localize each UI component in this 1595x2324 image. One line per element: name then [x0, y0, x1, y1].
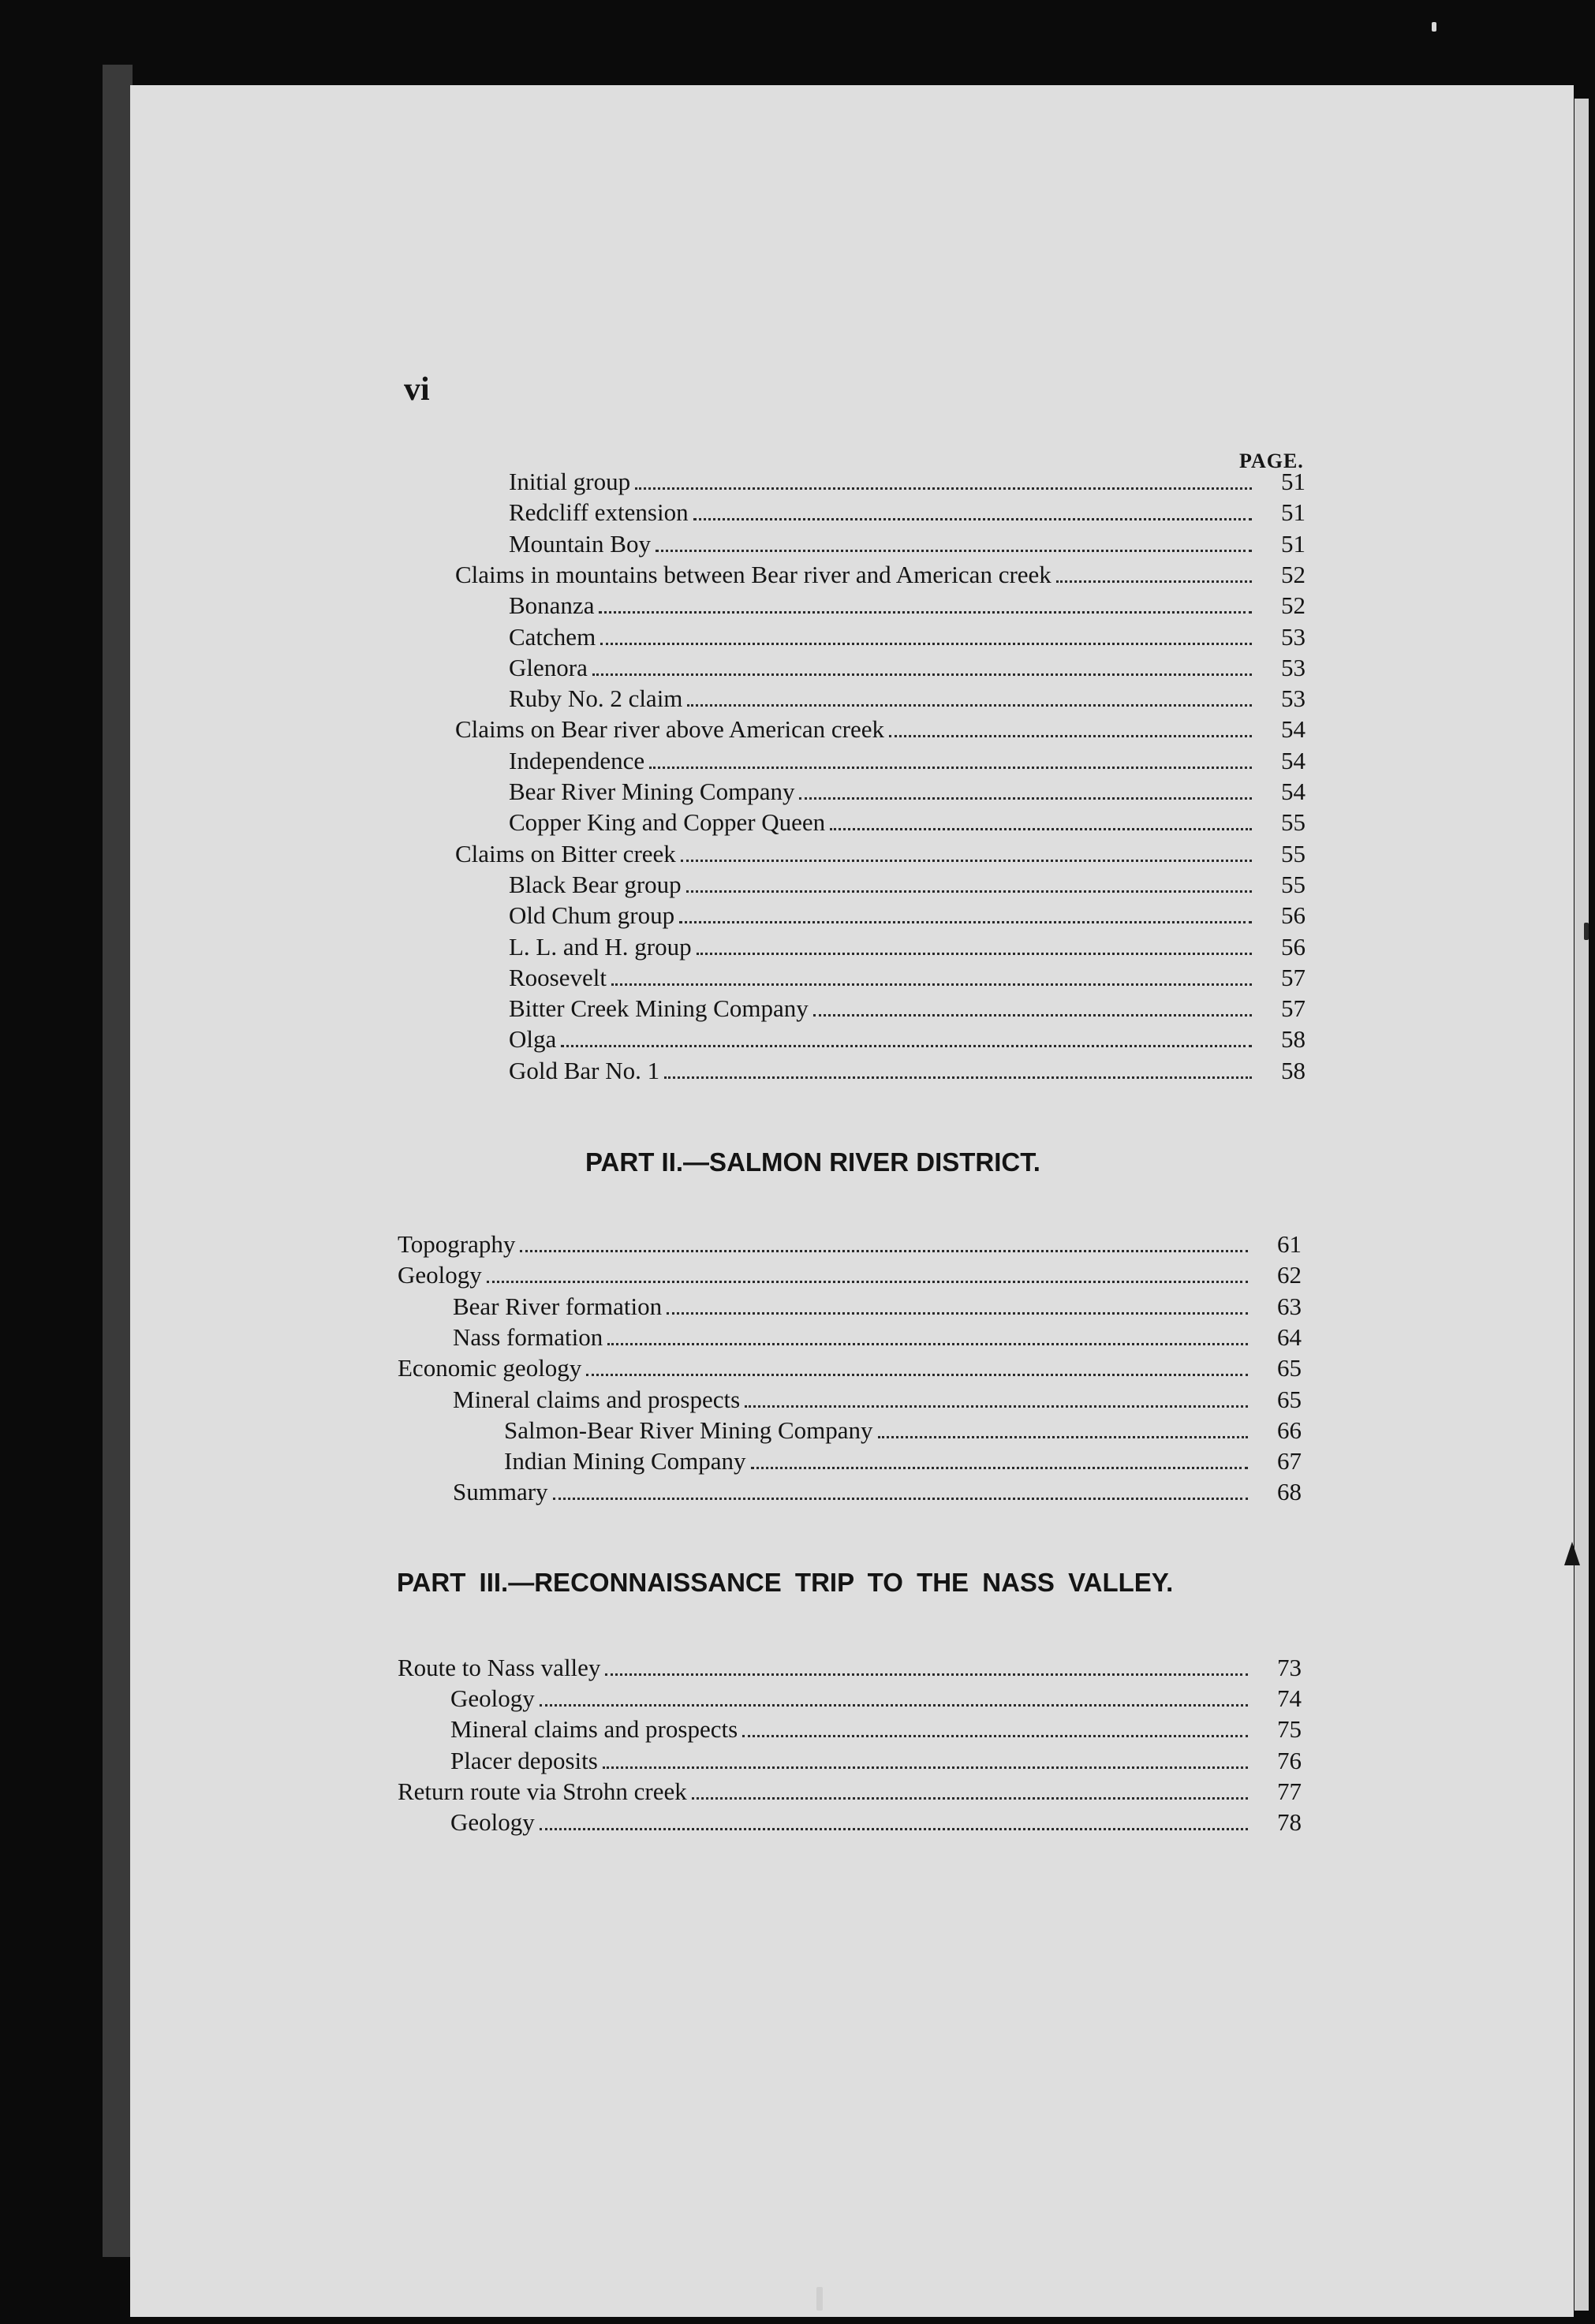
toc-entry — [509, 530, 1306, 561]
toc-entry — [509, 1025, 1306, 1057]
toc-entry — [509, 747, 1306, 778]
toc-entry-page: 51 — [1281, 529, 1306, 558]
toc-entry-page: 66 — [1277, 1416, 1302, 1444]
dot-leader — [687, 704, 1252, 707]
toc-entry — [450, 1684, 1302, 1716]
toc-entry-title: Mineral claims and prospects — [453, 1385, 741, 1413]
toc-entry-title: Catchem — [509, 622, 596, 651]
toc-entry — [398, 1654, 1302, 1685]
dot-leader — [692, 1797, 1248, 1800]
toc-entry-page: 53 — [1281, 653, 1306, 681]
dot-leader — [553, 1498, 1248, 1500]
scan-speck — [816, 2287, 823, 2311]
toc-entry-page: 58 — [1281, 1056, 1306, 1084]
dot-leader — [586, 1374, 1248, 1376]
page-number: vi — [404, 371, 430, 408]
toc-entry — [509, 901, 1306, 933]
toc-entry-page: 57 — [1281, 994, 1306, 1023]
toc-entry-title: L. L. and H. group — [509, 932, 692, 961]
toc-entry-page: 76 — [1277, 1746, 1302, 1774]
next-page-edge — [1574, 99, 1589, 2311]
toc-entry — [453, 1478, 1302, 1509]
toc-entry — [509, 1057, 1306, 1088]
dot-leader — [600, 643, 1252, 645]
dot-leader — [697, 953, 1252, 955]
toc-entry — [509, 468, 1306, 499]
dot-leader — [487, 1281, 1248, 1283]
dot-leader — [520, 1250, 1248, 1252]
toc-entry-title: Bonanza — [509, 591, 595, 620]
toc-entry-page: 51 — [1281, 498, 1306, 527]
toc-entry-title: Geology — [398, 1261, 482, 1289]
dot-leader — [751, 1467, 1248, 1469]
toc-entry — [455, 561, 1306, 592]
toc-entry-page: 55 — [1281, 870, 1306, 898]
toc-entry-page: 73 — [1277, 1654, 1302, 1681]
toc-entry — [453, 1293, 1302, 1324]
toc-entry — [398, 1354, 1302, 1386]
dot-leader — [599, 611, 1252, 614]
page-sheet — [130, 85, 1574, 2317]
toc-entry-title: Copper King and Copper Queen — [509, 808, 826, 837]
toc-entry-title: Initial group — [509, 468, 631, 495]
toc-entry — [450, 1808, 1302, 1840]
toc-entry-title: Return route via Strohn creek — [398, 1777, 687, 1805]
toc-entry-title: Old Chum group — [509, 901, 675, 930]
dot-leader — [813, 1014, 1252, 1017]
toc-entry-title: Independence — [509, 746, 645, 774]
toc-entry — [509, 964, 1306, 995]
dot-leader — [686, 890, 1252, 893]
dot-leader — [830, 828, 1252, 830]
toc-entry — [398, 1230, 1302, 1262]
toc-entry-page: 56 — [1281, 932, 1306, 961]
scan-speck — [1432, 22, 1436, 32]
toc-entry-title: Redcliff extension — [509, 498, 689, 527]
toc-entry-page: 62 — [1277, 1261, 1302, 1289]
toc-entry-title: Route to Nass valley — [398, 1654, 601, 1681]
toc-entry — [509, 871, 1306, 902]
toc-entry-title: Mountain Boy — [509, 529, 651, 558]
toc-entry — [453, 1386, 1302, 1417]
toc-entry-page: 77 — [1277, 1777, 1302, 1805]
toc-entry-page: 55 — [1281, 839, 1306, 867]
toc-entry-page: 51 — [1281, 468, 1306, 495]
dot-leader — [540, 1828, 1248, 1830]
page-edge-mark — [1564, 1542, 1580, 1565]
part2-heading: PART II.—SALMON RIVER DISTRICT. — [585, 1147, 1040, 1177]
dot-leader — [605, 1673, 1248, 1676]
toc-entry — [455, 715, 1306, 747]
dot-leader — [681, 860, 1252, 862]
toc-entry-title: Placer deposits — [450, 1746, 598, 1774]
toc-entry-title: Bear River formation — [453, 1292, 663, 1320]
toc-entry-page: 64 — [1277, 1322, 1302, 1351]
toc-entry-title: Claims in mountains between Bear river and American creek — [455, 560, 1052, 588]
part3-heading: PART III.—RECONNAISSANCE TRIP TO THE NASS VALLEY. — [397, 1568, 1174, 1597]
toc-entry-page: 58 — [1281, 1025, 1306, 1054]
toc-entry-page: 54 — [1281, 746, 1306, 774]
toc-entry-title: Black Bear group — [509, 870, 682, 898]
toc-entry-title: Bear River Mining Company — [509, 778, 795, 805]
toc-entry-title: Roosevelt — [509, 963, 607, 991]
dot-leader — [1056, 580, 1252, 583]
dot-leader — [561, 1045, 1252, 1047]
toc-entry — [398, 1778, 1302, 1809]
toc-entry-title: Salmon-Bear River Mining Company — [504, 1416, 873, 1444]
dot-leader — [679, 921, 1252, 923]
toc-entry-page: 75 — [1277, 1715, 1302, 1744]
toc-entry-page: 65 — [1277, 1354, 1302, 1382]
dot-leader — [667, 1312, 1248, 1315]
toc-entry-page: 78 — [1277, 1808, 1302, 1836]
toc-entry-title: Geology — [450, 1684, 535, 1713]
dot-leader — [607, 1343, 1248, 1345]
book-spine — [103, 65, 133, 2257]
dot-leader — [889, 735, 1252, 737]
toc-entry-title: Claims on Bitter creek — [455, 839, 676, 867]
toc-entry-page: 53 — [1281, 685, 1306, 713]
dot-leader — [656, 550, 1252, 552]
toc-entry-page: 54 — [1281, 778, 1306, 805]
toc-entry — [509, 994, 1306, 1026]
toc-entry-page: 52 — [1281, 560, 1306, 588]
dot-leader — [540, 1704, 1248, 1707]
dot-leader — [635, 487, 1252, 490]
toc-entry-title: Geology — [450, 1808, 535, 1836]
toc-entry-title: Indian Mining Company — [504, 1447, 746, 1475]
toc-entry — [509, 778, 1306, 809]
toc-entry-page: 61 — [1277, 1230, 1302, 1258]
toc-entry-page: 52 — [1281, 591, 1306, 620]
toc-entry — [509, 933, 1306, 964]
dot-leader — [649, 767, 1252, 769]
toc-entry — [504, 1416, 1302, 1448]
toc-entry — [450, 1715, 1302, 1747]
dot-leader — [799, 797, 1252, 800]
dot-leader — [664, 1076, 1252, 1079]
dot-leader — [592, 673, 1252, 676]
toc-entry-title: Mineral claims and prospects — [450, 1715, 738, 1744]
dot-leader — [693, 518, 1252, 520]
toc-entry — [509, 591, 1306, 623]
toc-entry-title: Claims on Bear river above American creek — [455, 715, 884, 744]
toc-entry — [455, 840, 1306, 871]
toc-entry — [509, 498, 1306, 530]
toc-entry-title: Ruby No. 2 claim — [509, 685, 683, 713]
dot-leader — [878, 1436, 1248, 1438]
toc-entry — [509, 654, 1306, 685]
dot-leader — [745, 1405, 1248, 1408]
dot-leader — [742, 1735, 1248, 1737]
toc-entry-page: 54 — [1281, 715, 1306, 744]
dot-leader — [603, 1766, 1248, 1769]
toc-entry-page: 67 — [1277, 1447, 1302, 1475]
toc-entry-page: 56 — [1281, 901, 1306, 930]
toc-entry — [509, 685, 1306, 716]
toc-entry-page: 68 — [1277, 1478, 1302, 1506]
toc-entry-title: Olga — [509, 1025, 557, 1054]
toc-entry-title: Nass formation — [453, 1322, 603, 1351]
toc-entry-page: 63 — [1277, 1292, 1302, 1320]
toc-entry-title: Summary — [453, 1478, 548, 1506]
toc-entry — [453, 1323, 1302, 1355]
toc-entry — [509, 808, 1306, 840]
toc-entry-title: Gold Bar No. 1 — [509, 1056, 660, 1084]
dot-leader — [611, 983, 1252, 986]
toc-entry-title: Glenora — [509, 653, 588, 681]
scan-speck — [1584, 923, 1589, 940]
toc-entry-title: Bitter Creek Mining Company — [509, 994, 809, 1023]
toc-entry — [509, 623, 1306, 655]
toc-entry — [398, 1261, 1302, 1293]
toc-entry-page: 57 — [1281, 963, 1306, 991]
toc-entry-title: Economic geology — [398, 1354, 582, 1382]
toc-entry — [450, 1747, 1302, 1778]
toc-entry-page: 53 — [1281, 622, 1306, 651]
toc-entry-page: 65 — [1277, 1385, 1302, 1413]
toc-entry — [504, 1447, 1302, 1479]
toc-entry-page: 74 — [1277, 1684, 1302, 1713]
page-column-header: PAGE. — [1239, 450, 1304, 472]
toc-entry-title: Topography — [398, 1230, 516, 1258]
toc-entry-page: 55 — [1281, 808, 1306, 837]
